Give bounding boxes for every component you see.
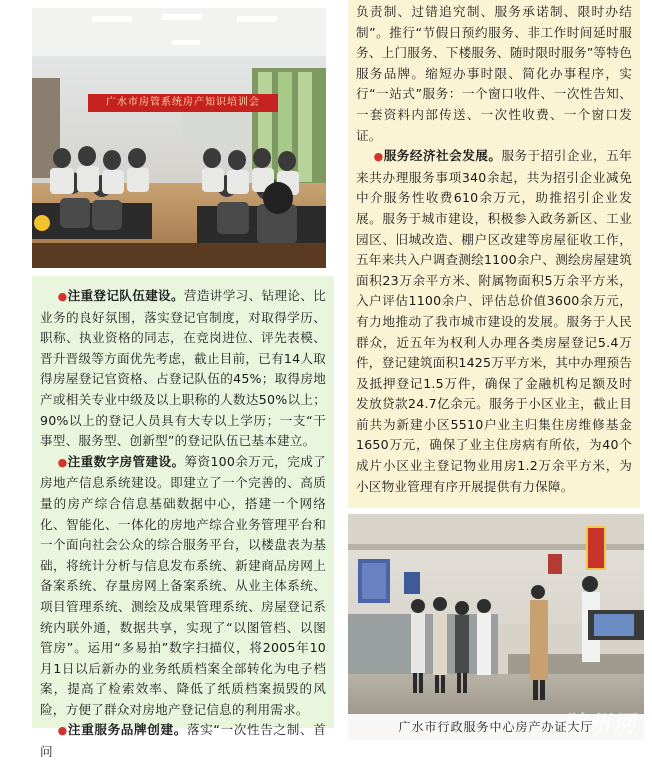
paragraph-service-brand — [40, 720, 326, 762]
left-text-panel — [32, 276, 334, 760]
heading-economic-development: 服务经济社会发展。 — [383, 148, 502, 164]
meeting-banner: 广水市房管系统房产知识培训会 — [88, 94, 278, 112]
training-meeting-illustration — [32, 8, 326, 268]
heading-registration-team: 注重登记队伍建设。 — [67, 288, 184, 303]
body-digital-housing: 筹资100余万元，完成了房地产信息系统建设。即建立了一个完善的、高质量的房产综合信息基础数据中心，搭建一个网络化、智能化、一体化的房地产综合业务管理平台和一个面向社会公众的综合服务平台，以楼盘表为基础，将统计分析与信息发布系统、新建商品房网上备案系统、存量房网上备案系统、从业主体系统、项目管理系统、测绘及成果管理系统、房屋登记系统内联外通，数据共享，实现了“以图管档、以图管房”。运用“多易拍”数字扫描仪，将2005年10月1日以后新办的业务纸质档案全部转化为电子档案，提高了检索效率、降低了纸质档案损毁的风险，方便了群众对房地产登记信息的利用需求。 — [40, 453, 326, 717]
service-hall-photo — [348, 514, 644, 740]
paragraph-digital-housing — [40, 452, 326, 721]
bullet-icon: ● — [57, 455, 68, 469]
heading-digital-housing: 注重数字房管建设。 — [67, 453, 185, 469]
training-meeting-photo — [32, 8, 326, 268]
bullet-icon: ● — [373, 150, 384, 164]
paragraph-economic-development — [356, 146, 632, 497]
right-text-panel — [348, 0, 640, 508]
bullet-icon: ● — [57, 290, 68, 303]
body-economic-development: 服务于招引企业，五年来共办理服务事项340余起，共为招引企业减免中介服务性收费610余万元，助推招引企业发展。服务于城市建设，积极参入政务新区、工业园区、旧城改造、棚户区改建等房屋征收工作，五年来共入户调查测绘1100余户、测绘房屋建筑面积23万余平方米、附属物面积5万余平方米，入户评估1100余户、评估总价值3600余万元，有力地推动了我市城市建设的发展。服务于人民群众，近五年为权利人办理各类房屋登记5.4万件，登记建筑面积1425万平方米，其中办理预告及抵押登记1.5万件，确保了金融机构足额及时发放贷款24.7亿余元。服务于小区业主，截止目前共为新建小区5510户业主归集住房维修基金1650万元，确保了业主住房病有所依，为40个成片小区业主登记物业用房1.2万余平方米，为小区物业管理有序开展提供有力保障。 — [356, 148, 632, 494]
paragraph-registration-team — [40, 286, 326, 452]
photo-caption: 广水市行政服务中心房产办证大厅 — [348, 714, 644, 740]
bullet-icon: ● — [57, 724, 68, 738]
body-service-brand: 落实“一次性告之制、首问 — [40, 722, 326, 760]
heading-service-brand: 注重服务品牌创建。 — [67, 722, 187, 738]
body-registration-team: 营造讲学习、钻理论、比业务的良好氛围，落实登记官制度，对取得学历、职称、执业资格的同志，在竞岗进位、评先表模、晋升晋级等方面优先考虑，截止目前，已有14人取得房屋登记官资格、占登记队伍的45%；取得房地产或相关专业中级及以上职称的人数达50%以上；90%以上的登记人员具有大专以上学历；一支“干事型、服务型、创新型”的登记队伍已基本建立。 — [40, 288, 326, 449]
paragraph-service-brand-continued: 负责制、过错追究制、服务承诺制、限时办结制”。推行“节假日预约服务、非工作时间延时服务、上门服务、下楼服务、随时限时服务”等特色服务品牌。缩短办事时限、简化办事程序，实行“一站式”服务：一个窗口收件、一次性告知、一套资料内部传送、一次性收费、一个窗口发证。 — [356, 4, 632, 143]
